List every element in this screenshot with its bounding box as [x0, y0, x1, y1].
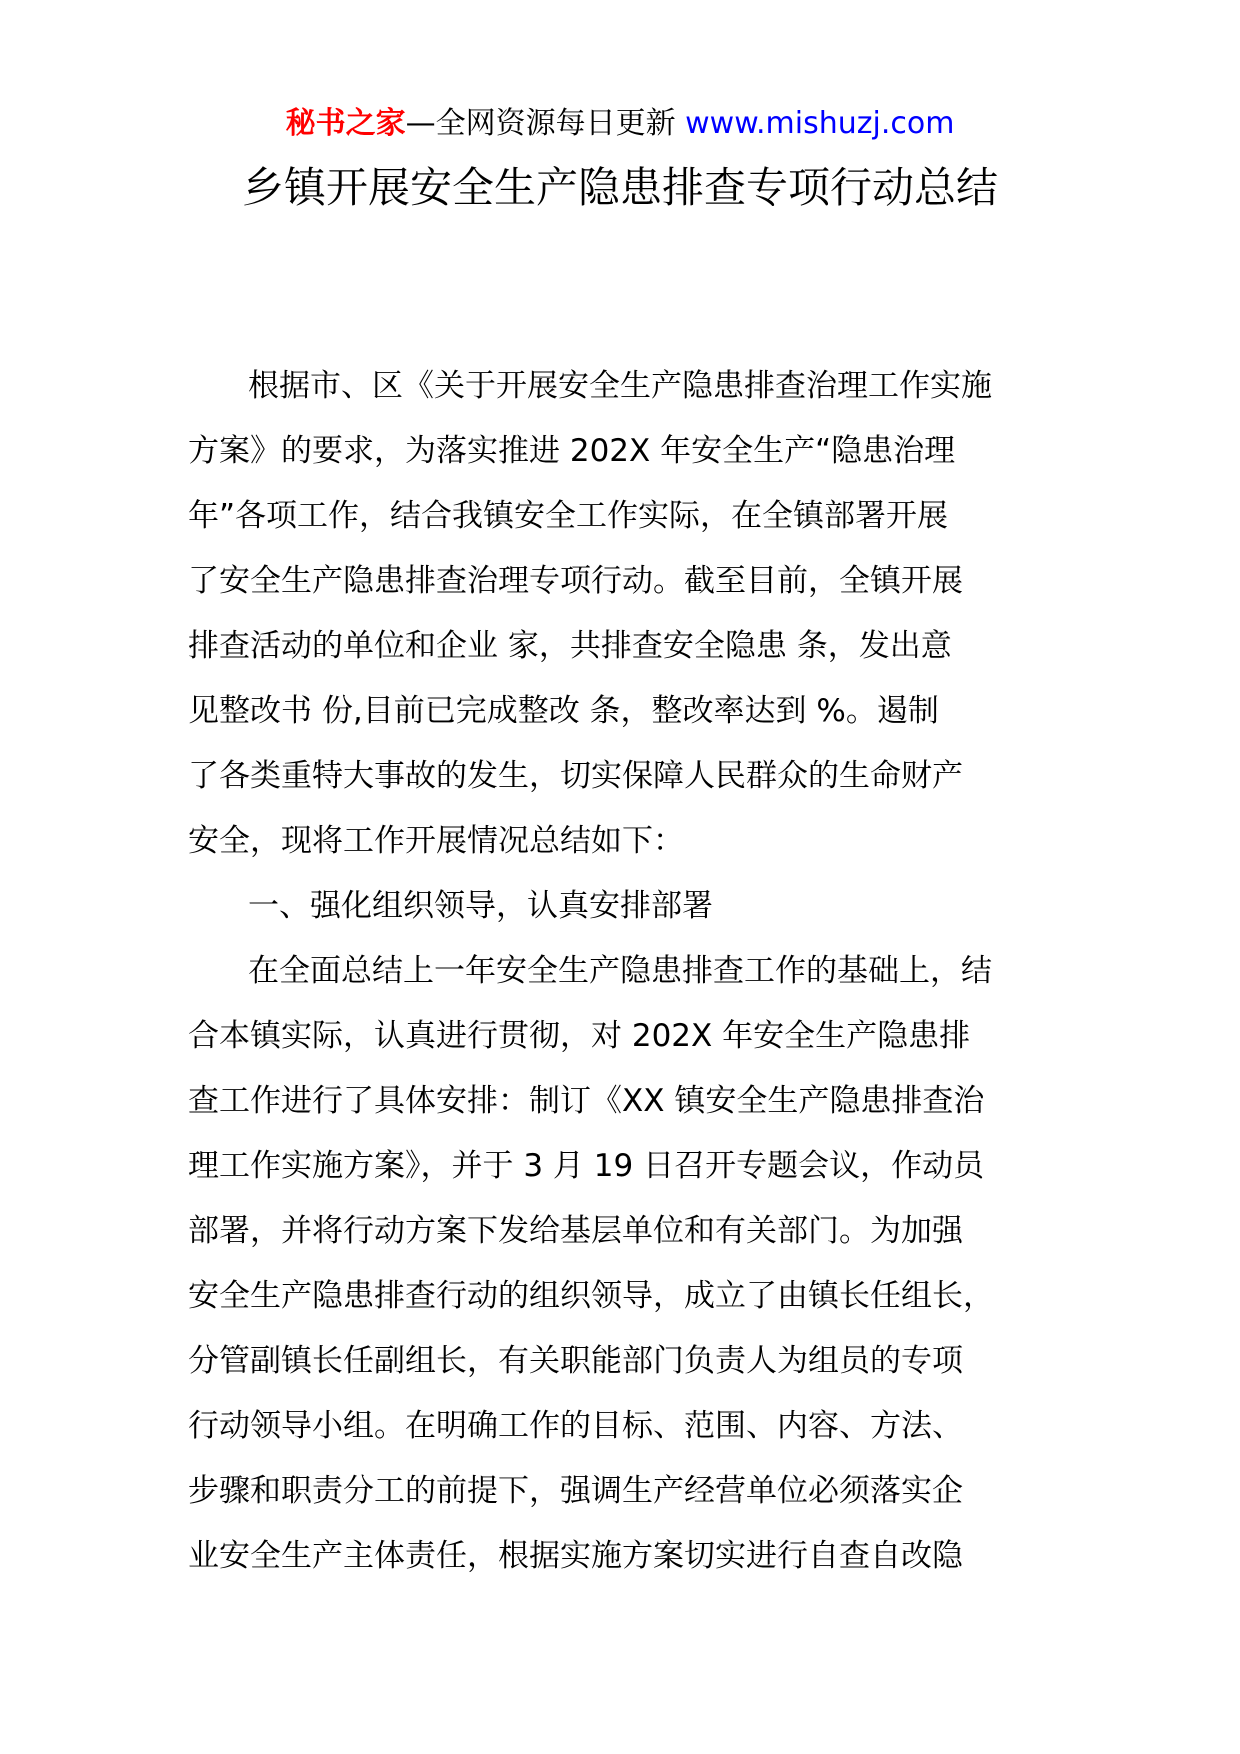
paragraph-line: 业安全生产主体责任，根据实施方案切实进行自查自改隐: [188, 1538, 963, 1574]
site-banner: [0, 102, 1240, 146]
section-heading: 一、强化组织领导，认真安排部署: [248, 888, 713, 924]
site-url-link[interactable]: www.mishuzj.com: [685, 106, 955, 141]
paragraph-line: 方案》的要求，为落实推进 202X 年安全生产“隐患治理: [188, 433, 956, 469]
paragraph-line: 查工作进行了具体安排：制订《XX 镇安全生产隐患排查治: [188, 1083, 985, 1119]
paragraph-line: 安全，现将工作开展情况总结如下：: [188, 823, 684, 859]
paragraph-line: 年”各项工作，结合我镇安全工作实际，在全镇部署开展: [188, 498, 949, 534]
paragraph-line: 部署，并将行动方案下发给基层单位和有关部门。为加强: [188, 1213, 963, 1249]
brand-name: 秘书之家: [285, 106, 406, 141]
paragraph-line: 见整改书 份,目前已完成整改 条，整改率达到 %。遏制: [188, 693, 939, 729]
paragraph-line: 了各类重特大事故的发生，切实保障人民群众的生命财产: [188, 758, 963, 794]
paragraph-line: 了安全生产隐患排查治理专项行动。截至目前，全镇开展: [188, 563, 963, 599]
document-body: [188, 354, 1058, 1589]
paragraph-line: 安全生产隐患排查行动的组织领导，成立了由镇长任组长，: [188, 1278, 994, 1314]
paragraph-line: 排查活动的单位和企业 家，共排查安全隐患 条，发出意: [188, 628, 952, 664]
banner-tagline: —全网资源每日更新: [405, 106, 686, 141]
paragraph-line: 行动领导小组。在明确工作的目标、范围、内容、方法、: [188, 1408, 963, 1444]
paragraph-line: 在全面总结上一年安全生产隐患排查工作的基础上，结: [248, 953, 992, 989]
paragraph-line: 分管副镇长任副组长，有关职能部门负责人为组员的专项: [188, 1343, 963, 1379]
paragraph-line: 理工作实施方案》，并于 3 月 19 日召开专题会议，作动员: [188, 1148, 985, 1184]
paragraph-line: 根据市、区《关于开展安全生产隐患排查治理工作实施: [248, 368, 992, 404]
document-title: 乡镇开展安全生产隐患排查专项行动总结: [241, 163, 998, 212]
paragraph-line: 合本镇实际，认真进行贯彻，对 202X 年安全生产隐患排: [188, 1018, 971, 1054]
paragraph-line: 步骤和职责分工的前提下，强调生产经营单位必须落实企: [188, 1473, 963, 1509]
